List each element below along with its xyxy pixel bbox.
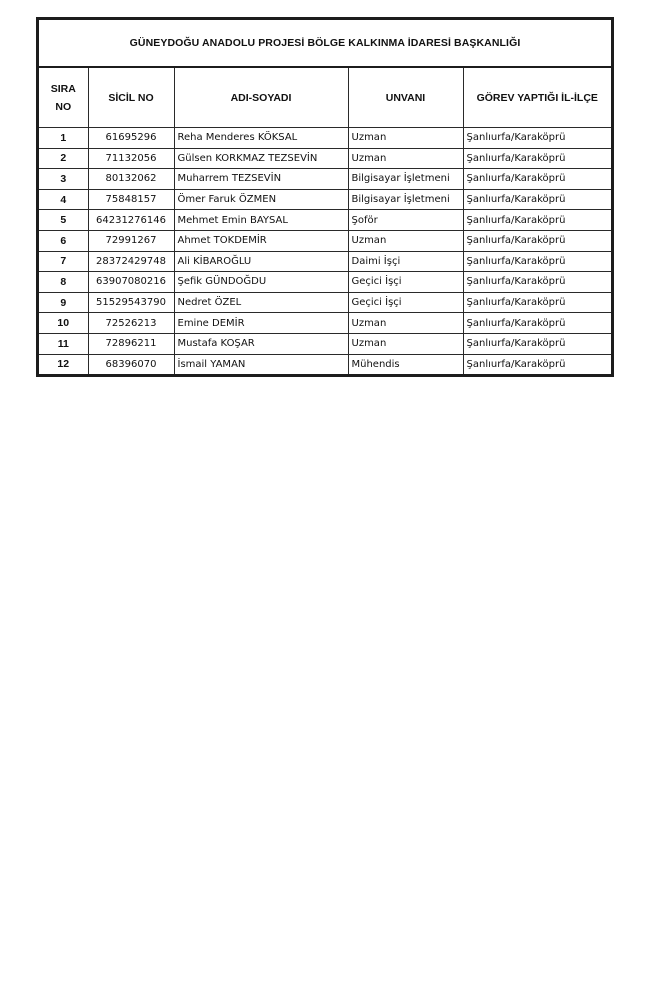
header-row xyxy=(39,68,611,128)
cell-sira-no: 9 xyxy=(39,292,88,313)
cell-adi-soyadi: Şefik GÜNDOĞDU xyxy=(174,272,348,293)
cell-sicil-no: 75848157 xyxy=(88,189,174,210)
table-row xyxy=(39,251,611,272)
table-row xyxy=(39,169,611,190)
cell-sicil-no: 72991267 xyxy=(88,230,174,251)
cell-sira-no: 1 xyxy=(39,128,88,149)
table-row xyxy=(39,210,611,231)
table-body xyxy=(39,128,611,375)
column-header-gorev-yeri: GÖREV YAPTIĞI İL-İLÇE xyxy=(463,68,611,128)
cell-adi-soyadi: Ömer Faruk ÖZMEN xyxy=(174,189,348,210)
cell-sicil-no: 71132056 xyxy=(88,148,174,169)
cell-sicil-no: 64231276146 xyxy=(88,210,174,231)
cell-adi-soyadi: İsmail YAMAN xyxy=(174,354,348,374)
column-header-sicil-no: SİCİL NO xyxy=(88,68,174,128)
cell-sicil-no: 68396070 xyxy=(88,354,174,374)
cell-sira-no: 4 xyxy=(39,189,88,210)
cell-gorev-yeri: Şanlıurfa/Karaköprü xyxy=(463,292,611,313)
document-title: GÜNEYDOĞU ANADOLU PROJESİ BÖLGE KALKINMA İDARESİ BAŞKANLIĞI xyxy=(39,20,611,68)
column-header-sira-line1: SIRA xyxy=(50,82,76,95)
table-row xyxy=(39,128,611,149)
column-header-unvani: UNVANI xyxy=(348,68,463,128)
cell-adi-soyadi: Muharrem TEZSEVİN xyxy=(174,169,348,190)
cell-unvani: Geçici İşçi xyxy=(348,272,463,293)
cell-sicil-no: 61695296 xyxy=(88,128,174,149)
cell-gorev-yeri: Şanlıurfa/Karaköprü xyxy=(463,169,611,190)
cell-sira-no: 8 xyxy=(39,272,88,293)
cell-gorev-yeri: Şanlıurfa/Karaköprü xyxy=(463,313,611,334)
cell-gorev-yeri: Şanlıurfa/Karaköprü xyxy=(463,354,611,374)
table-row xyxy=(39,189,611,210)
column-header-sira-line2: NO xyxy=(55,100,72,113)
cell-sicil-no: 63907080216 xyxy=(88,272,174,293)
cell-gorev-yeri: Şanlıurfa/Karaköprü xyxy=(463,333,611,354)
cell-gorev-yeri: Şanlıurfa/Karaköprü xyxy=(463,272,611,293)
cell-sicil-no: 28372429748 xyxy=(88,251,174,272)
cell-unvani: Uzman xyxy=(348,128,463,149)
cell-unvani: Mühendis xyxy=(348,354,463,374)
cell-unvani: Bilgisayar İşletmeni xyxy=(348,169,463,190)
cell-unvani: Şoför xyxy=(348,210,463,231)
cell-adi-soyadi: Nedret ÖZEL xyxy=(174,292,348,313)
cell-unvani: Geçici İşçi xyxy=(348,292,463,313)
personnel-table xyxy=(39,68,611,374)
cell-sira-no: 3 xyxy=(39,169,88,190)
cell-unvani: Uzman xyxy=(348,230,463,251)
cell-gorev-yeri: Şanlıurfa/Karaköprü xyxy=(463,230,611,251)
cell-adi-soyadi: Emine DEMİR xyxy=(174,313,348,334)
cell-unvani: Daimi İşçi xyxy=(348,251,463,272)
cell-unvani: Uzman xyxy=(348,333,463,354)
cell-sira-no: 5 xyxy=(39,210,88,231)
cell-unvani: Uzman xyxy=(348,148,463,169)
table-row xyxy=(39,313,611,334)
table-row xyxy=(39,354,611,374)
cell-adi-soyadi: Ali KİBAROĞLU xyxy=(174,251,348,272)
cell-sira-no: 12 xyxy=(39,354,88,374)
cell-gorev-yeri: Şanlıurfa/Karaköprü xyxy=(463,189,611,210)
cell-sicil-no: 51529543790 xyxy=(88,292,174,313)
cell-sira-no: 10 xyxy=(39,313,88,334)
cell-adi-soyadi: Mehmet Emin BAYSAL xyxy=(174,210,348,231)
cell-sicil-no: 72896211 xyxy=(88,333,174,354)
cell-sira-no: 6 xyxy=(39,230,88,251)
column-header-adi-soyadi: ADI-SOYADI xyxy=(174,68,348,128)
cell-gorev-yeri: Şanlıurfa/Karaköprü xyxy=(463,128,611,149)
cell-adi-soyadi: Reha Menderes KÖKSAL xyxy=(174,128,348,149)
table-row xyxy=(39,148,611,169)
cell-adi-soyadi: Mustafa KOŞAR xyxy=(174,333,348,354)
cell-adi-soyadi: Gülsen KORKMAZ TEZSEVİN xyxy=(174,148,348,169)
cell-sira-no: 2 xyxy=(39,148,88,169)
cell-sicil-no: 80132062 xyxy=(88,169,174,190)
table-row xyxy=(39,272,611,293)
table-row xyxy=(39,230,611,251)
cell-unvani: Bilgisayar İşletmeni xyxy=(348,189,463,210)
cell-unvani: Uzman xyxy=(348,313,463,334)
cell-gorev-yeri: Şanlıurfa/Karaköprü xyxy=(463,210,611,231)
cell-gorev-yeri: Şanlıurfa/Karaköprü xyxy=(463,251,611,272)
personnel-list-sheet xyxy=(36,17,614,377)
cell-sira-no: 11 xyxy=(39,333,88,354)
cell-sira-no: 7 xyxy=(39,251,88,272)
table-row xyxy=(39,333,611,354)
cell-sicil-no: 72526213 xyxy=(88,313,174,334)
column-header-sira-no xyxy=(39,68,88,128)
cell-gorev-yeri: Şanlıurfa/Karaköprü xyxy=(463,148,611,169)
cell-adi-soyadi: Ahmet TOKDEMİR xyxy=(174,230,348,251)
table-row xyxy=(39,292,611,313)
